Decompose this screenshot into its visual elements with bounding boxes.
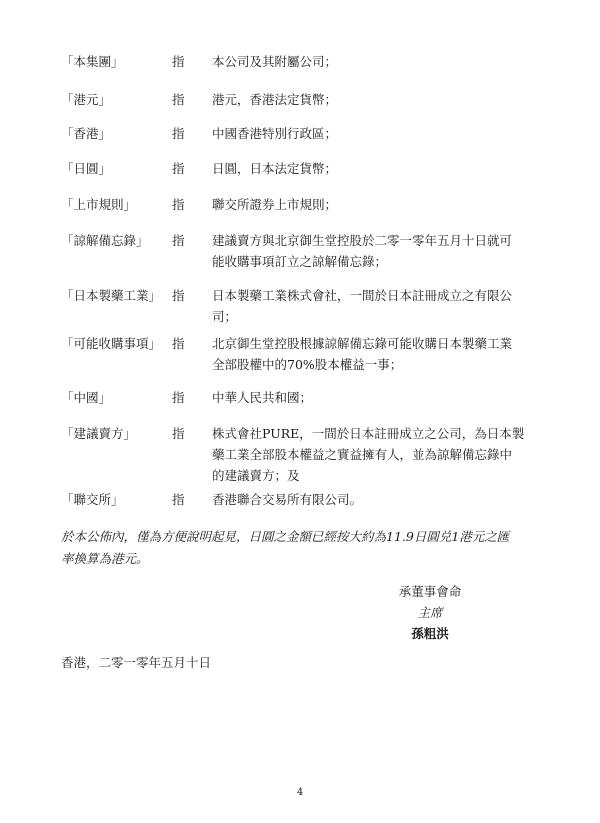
definition-term: 「聯交所」 [61,492,124,507]
signature-by-order: 承董事會命 [398,584,462,599]
signature-title: 主席 [417,605,443,620]
definition-means: 指 [172,54,185,69]
definition-term: 「諒解備忘錄」 [61,233,149,248]
definition-term: 「日本製藥工業」 [61,288,162,303]
definition-term: 「本集團」 [61,54,124,69]
definition-term: 「港元」 [61,92,112,107]
definition-term: 「日圓」 [61,161,112,176]
definition-meaning: 日本製藥工業株式會社，一間於日本註冊成立之有限公 司； [212,288,513,324]
exchange-rate-note: 於本公佈內，僅為方便說明起見，日圓之金額已經按大約為11.9日圓兑1港元之匯 率換算為港元。 [61,529,510,566]
page-number: 4 [296,787,304,798]
definition-means: 指 [172,161,185,176]
definition-means: 指 [172,197,185,212]
definition-meaning: 日圓，日本法定貨幣； [212,161,338,176]
definition-meaning: 中國香港特別行政區； [212,126,338,141]
signature-block [380,581,480,644]
definition-means: 指 [172,336,185,351]
definition-means: 指 [172,492,185,507]
definition-means: 指 [172,426,185,441]
definition-meaning: 本公司及其附屬公司； [212,54,338,69]
definition-meaning: 株式會社PURE，一間於日本註冊成立之公司，為日本製 藥工業全部股本權益之實益擁有人，並為諒解備忘錄中 的建議賣方；及 [212,426,525,483]
signature-name: 孫粗洪 [411,626,449,641]
definition-meaning: 聯交所證券上市規則； [212,197,338,212]
definition-term: 「中國」 [61,390,112,405]
definition-means: 指 [172,92,185,107]
definition-meaning: 港元，香港法定貨幣； [212,92,338,107]
definition-means: 指 [172,288,185,303]
definition-means: 指 [172,390,185,405]
definition-term: 「上市規則」 [61,197,137,212]
definition-term: 「建議賣方」 [61,426,137,441]
definition-meaning: 建議賣方與北京御生堂控股於二零一零年五月十日就可 能收購事項訂立之諒解備忘錄； [212,233,513,269]
definition-meaning: 香港聯合交易所有限公司。 [212,492,363,507]
definition-meaning: 中華人民共和國； [212,390,313,405]
definition-term: 「可能收購事項」 [61,336,162,351]
definition-means: 指 [172,126,185,141]
definition-term: 「香港」 [61,126,112,141]
document-date: 香港，二零一零年五月十日 [61,655,212,670]
definition-meaning: 北京御生堂控股根據諒解備忘錄可能收購日本製藥工業 全部股權中的70%股本權益一事； [212,336,513,372]
definition-means: 指 [172,233,185,248]
